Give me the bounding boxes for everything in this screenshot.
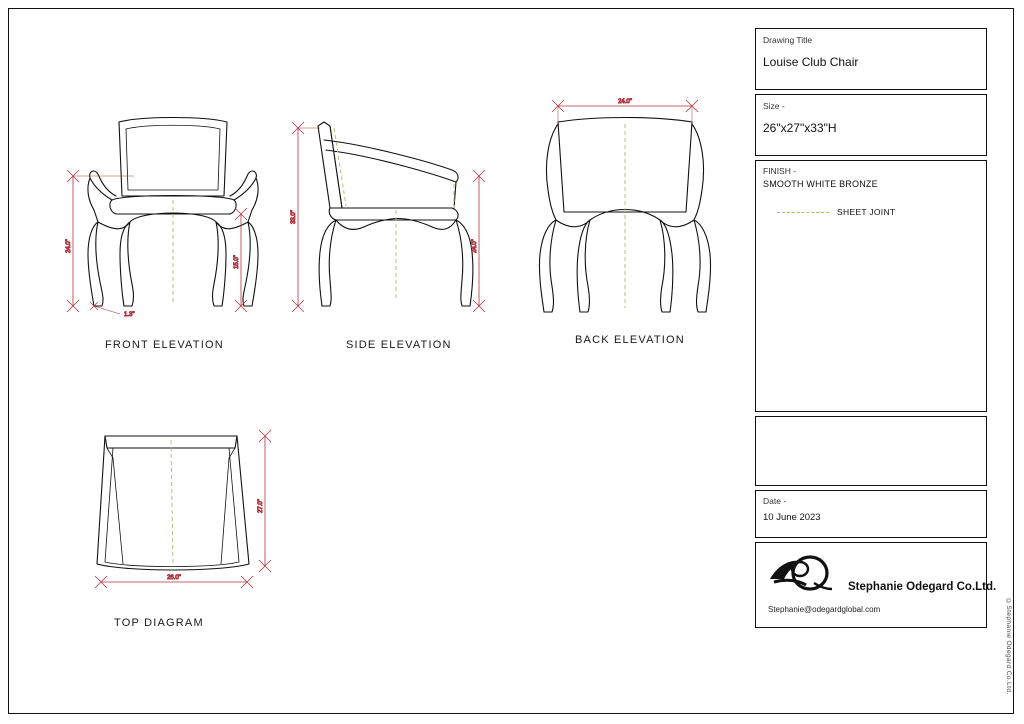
date-value: 10 June 2023 [763,512,821,523]
size-cell [755,94,987,156]
drawing-title-value: Louise Club Chair [763,54,859,69]
top-diagram-view [79,414,299,599]
date-cell [755,490,987,538]
dimension-text-back-width: 24.0" [618,99,632,105]
dimension-top-depth [258,430,271,572]
back-elevation-view [534,94,734,319]
dimension-text-top-depth: 27.0" [258,499,264,513]
dimension-text-front-foot: 1.3" [124,312,135,318]
dimension-text-top-width: 26.0" [167,575,181,581]
top-diagram-drawing [79,414,299,599]
company-email: Stephanie@odegardglobal.com [768,605,881,614]
finish-cell [755,160,987,412]
sheet-joint-line-icon [777,212,829,213]
finish-label: FINISH - [763,166,797,176]
dimension-side-seat-height [472,170,485,312]
top-diagram-label: TOP DIAGRAM [114,617,204,629]
logo-cell [755,542,997,628]
back-elevation-label: BACK ELEVATION [575,334,685,346]
dimension-text-side-seat-height: 24.0" [472,239,478,253]
size-label: Size - [763,101,785,111]
dimension-front-foot [90,302,134,318]
front-elevation-label: FRONT ELEVATION [105,339,224,351]
sheet-joint-label: SHEET JOINT [837,207,896,217]
front-elevation-view [64,104,294,319]
back-elevation-drawing [534,94,734,319]
finish-value: SMOOTH WHITE BRONZE [763,179,878,189]
dimension-top-width [95,575,253,588]
company-logo-icon [764,549,844,595]
title-block [755,28,997,632]
dimension-text-front-height: 24.0" [66,239,72,253]
side-elevation-view [284,104,499,319]
size-value: 26"x27"x33"H [763,120,837,135]
copyright-credit: ©Stephanie Odegard Co.Ltd. [1005,598,1012,695]
dimension-text-front-seat-height: 15.0" [234,255,240,269]
side-elevation-drawing [284,104,499,319]
dimension-side-total-height [291,122,320,312]
drawing-title-label: Drawing Title [763,35,813,45]
side-elevation-label: SIDE ELEVATION [346,339,452,351]
date-label: Date - [763,496,787,506]
company-name: Stephanie Odegard Co.Ltd. [848,581,997,593]
drawing-area [9,9,749,713]
notes-cell [755,416,987,486]
dimension-text-side-total-height: 33.0" [291,210,297,224]
drawing-title-cell [755,28,987,90]
sheet-joint-legend [777,207,979,217]
front-elevation-drawing [64,104,294,319]
